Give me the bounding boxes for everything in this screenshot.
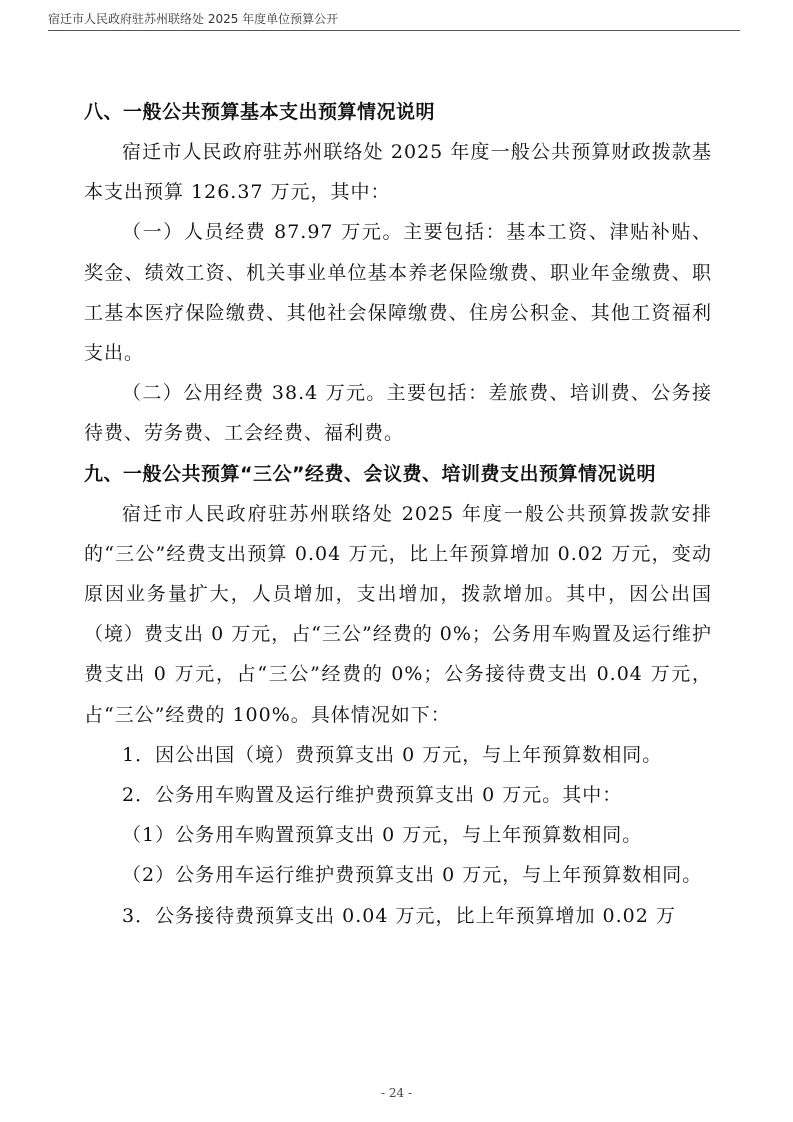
page-header: 宿迁市人民政府驻苏州联络处 2025 年度单位预算公开	[48, 12, 339, 26]
section-9-item-2-2: （2）公务用车运行维护费预算支出 0 万元，与上年预算数相同。	[122, 864, 703, 887]
section-8-paragraph-2: （一）人员经费 87.97 万元。主要包括：基本工资、津贴补贴、奖金、绩效工资、机关事业单位基本养老保险缴费、职业年金缴费、职工基本医疗保险缴费、其他社会保障缴费、住房公积金、其他工资福利支出。	[84, 221, 712, 365]
document-body	[84, 92, 712, 936]
header-divider	[48, 30, 740, 31]
section-9-item-2-1: （1）公务用车购置预算支出 0 万元，与上年预算数相同。	[122, 824, 643, 847]
section-8-paragraph-1: 宿迁市人民政府驻苏州联络处 2025 年度一般公共预算财政拨款基本支出预算 126.37 万元，其中：	[84, 141, 712, 204]
section-9-item-1: 1．因公出国（境）费预算支出 0 万元，与上年预算数相同。	[122, 743, 663, 766]
section-8-paragraph-3: （二）公用经费 38.4 万元。主要包括：差旅费、培训费、公务接待费、劳务费、工会经费、福利费。	[84, 382, 712, 445]
page-number: - 24 -	[380, 1086, 412, 1100]
section-9-paragraph-1: 宿迁市人民政府驻苏州联络处 2025 年度一般公共预算拨款安排的“三公”经费支出预算 0.04 万元，比上年预算增加 0.02 万元，变动原因业务量扩大，人员增加，支出增加，拨款增加。其中，因公出国（境）费支出 0 万元，占“三公”经费的 0%；公务用车购置及运行维护费支出 0 万元，占“三公”经费的 0%；公务接待费支出 0.04 万元，占“三公”经费的 100%。具体情况如下：	[84, 502, 712, 726]
section-9-item-3: 3．公务接待费预算支出 0.04 万元，比上年预算增加 0.02 万	[122, 904, 676, 927]
section-8-heading: 八、一般公共预算基本支出预算情况说明	[84, 101, 436, 123]
section-9-heading: 九、一般公共预算“三公”经费、会议费、培训费支出预算情况说明	[84, 462, 656, 485]
section-9-item-2: 2．公务用车购置及运行维护费预算支出 0 万元。其中：	[122, 784, 623, 807]
